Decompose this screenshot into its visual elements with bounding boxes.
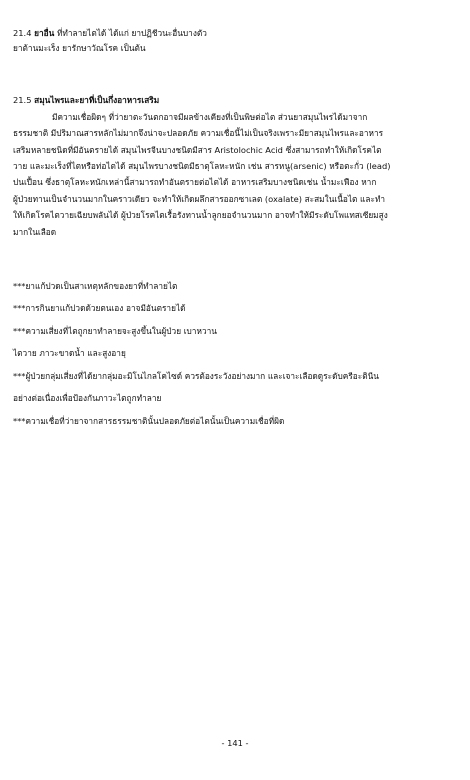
paragraph-line: ผู้ป่วยทานเป็นจำนวนมากในคราวเดียว จะทำให้เกิดผลึกสารออกซาเลต (oxalate) สะสมในเนื้อไต และทำ	[13, 194, 386, 204]
note-line: อย่างต่อเนื่องเพื่อป้องกันภาวะไตถูกทำลาย	[13, 393, 162, 403]
section-21-4-line-2: ยาต้านมะเร็ง ยารักษาวัณโรค เป็นต้น	[13, 43, 146, 53]
section-21-5-heading	[13, 94, 159, 106]
section-21-5-number: 21.5	[13, 95, 32, 105]
page-number: - 141 -	[221, 738, 249, 748]
note-line: ***ผู้ป่วยกลุ่มเสี่ยงที่ได้ยากลุ่มอะมิโนไกลโคไซด์ ควรต้องระวังอย่างมาก และเจาะเลือดดูระดับครีอะตินีน	[13, 371, 379, 381]
paragraph-line: มีความเชื่อผิดๆ ที่ว่ายาตะวันตกอาจมีผลข้างเคียงที่เป็นพิษต่อไต ส่วนยาสมุนไพรได้มาจาก	[52, 112, 368, 122]
section-21-4-term: ยาอื่น	[34, 28, 55, 38]
section-21-4-line-1	[13, 27, 207, 39]
paragraph-line: ให้เกิดโรคไตวายเฉียบพลันได้ ผู้ป่วยโรคไตเรื้อรังทานน้ำลูกยอจำนวนมาก อาจทำให้มีระดับโพแทสเซียมสูง	[13, 210, 388, 220]
note-line: ***ความเสี่ยงที่ไตถูกยาทำลายจะสูงขึ้นในผู้ป่วย เบาหวาน	[13, 326, 217, 336]
paragraph-line: มากในเลือด	[13, 227, 57, 237]
section-21-5-title: สมุนไพรและยาที่เป็นกึ่งอาหารเสริม	[34, 95, 160, 105]
paragraph-line: ปนเปื้อน ซึ่งธาตุโลหะหนักเหล่านี้สามารถทำอันตรายต่อไตได้ อาหารเสริมบางชนิดเช่น น้ำมะเฟือง หาก	[13, 177, 377, 187]
note-line: ***การกินยาแก้ปวดด้วยตนเอง อาจมีอันตรายได้	[13, 303, 186, 313]
paragraph-line: วาย และมะเร็งที่ไตหรือท่อไตได้ สมุนไพรบางชนิดมีธาตุโลหะหนัก เช่น สารหนู(arsenic) หรือตะกั่ว (lead)	[13, 161, 391, 171]
paragraph-line: ธรรมชาติ มีปริมาณสารหลักไม่มากจึงน่าจะปลอดภัย ความเชื่อนี้ไม่เป็นจริงเพราะมียาสมุนไพรและอาหาร	[13, 128, 384, 138]
note-line: ***ความเชื่อที่ว่ายาจากสารธรรมชาตินั้นปลอดภัยต่อไตนั้นเป็นความเชื่อที่ผิด	[13, 416, 285, 426]
note-line: ไตวาย ภาวะขาดน้ำ และสูงอายุ	[13, 348, 126, 358]
note-line: ***ยาแก้ปวดเป็นสาเหตุหลักของยาที่ทำลายไต	[13, 281, 178, 291]
section-21-4-number: 21.4	[13, 28, 32, 38]
paragraph-line: เสริมหลายชนิดที่มีอันตรายได้ สมุนไพรจีนบางชนิดมีสาร Aristolochic Acid ซึ่งสามารถทำให้เกิดโรคไต	[13, 145, 382, 155]
section-21-4-line-1-text: ที่ทำลายไตได้ ได้แก่ ยาปฏิชีวนะอื่นบางตัว	[54, 28, 207, 38]
